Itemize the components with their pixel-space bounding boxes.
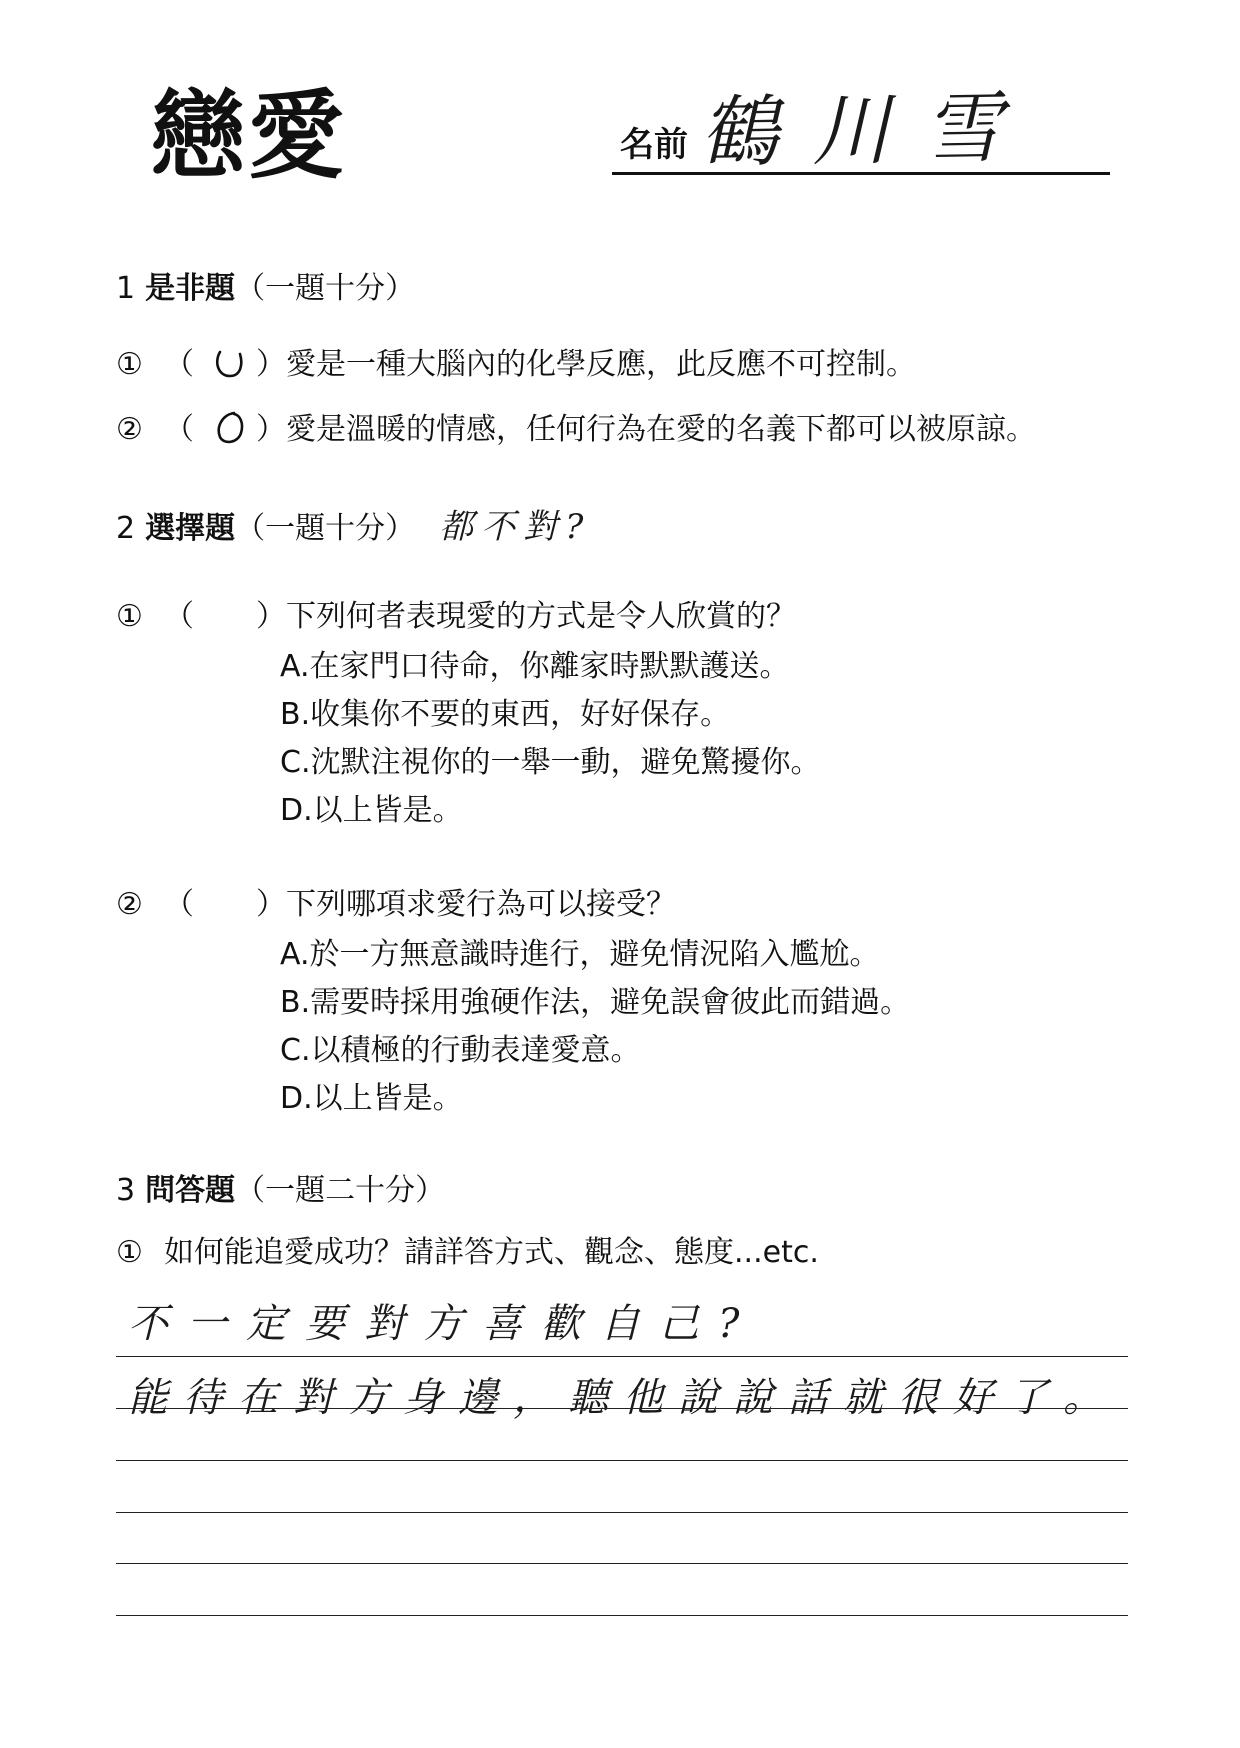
item-text: 愛是一種大腦內的化學反應，此反應不可控制。 (286, 347, 916, 382)
option-a: A.於一方無意識時進行，避免情況陷入尷尬。 (280, 937, 880, 972)
section-points: （一題二十分） (235, 1173, 446, 1208)
answer-ruled-line (116, 1408, 1128, 1409)
worksheet-title: 戀愛 (150, 80, 346, 192)
question-text: 下列何者表現愛的方式是令人欣賞的？ (286, 599, 796, 634)
section-title: 選擇題 (145, 511, 236, 546)
choice-question-1 (116, 599, 796, 634)
answer-ruled-line (116, 1356, 1128, 1357)
answer-ruled-line (116, 1615, 1128, 1616)
answer-blank: （ ） (164, 412, 286, 447)
section-3-heading (116, 1173, 446, 1208)
section-number: 2 (116, 511, 136, 546)
option-d: D.以上皆是。 (280, 1081, 463, 1116)
handwritten-answer-line-2: 能待在對方身邊，聽他說說話就很好了。 (128, 1375, 1118, 1421)
section-2-heading (116, 507, 592, 547)
section-title: 問答題 (145, 1173, 236, 1208)
item-number: ② (116, 412, 143, 447)
true-false-item-2 (116, 412, 1036, 447)
item-number: ② (116, 887, 143, 922)
choice-question-2 (116, 887, 676, 922)
section-number: 3 (116, 1173, 136, 1208)
answer-ruled-line (116, 1460, 1128, 1461)
option-a: A.在家門口待命，你離家時默默護送。 (280, 649, 790, 684)
answer-ruled-line (116, 1512, 1128, 1513)
name-label: 名前 (620, 125, 688, 165)
item-number: ① (116, 1235, 143, 1270)
handwritten-circle-answer (214, 346, 244, 380)
true-false-item-1 (116, 347, 916, 382)
option-b: B.需要時採用強硬作法，避免誤會彼此而錯過。 (280, 985, 911, 1020)
option-c: C.沈默注視你的一舉一動，避免驚擾你。 (280, 745, 821, 780)
answer-blank: （ ） (164, 347, 286, 382)
handwritten-name: 鶴川雪 (699, 83, 1037, 179)
answer-ruled-line (116, 1563, 1128, 1564)
section-points: （一題十分） (235, 511, 416, 546)
item-number: ① (116, 347, 143, 382)
handwritten-note: 都不對? (439, 507, 592, 547)
section-title: 是非題 (145, 271, 236, 306)
option-b: B.收集你不要的東西，好好保存。 (280, 697, 731, 732)
item-number: ① (116, 599, 143, 634)
handwritten-answer-line-1: 不一定要對方喜歡自己? (128, 1301, 759, 1347)
answer-blank: （ ） (164, 599, 286, 634)
name-underline (612, 172, 1110, 175)
essay-question (116, 1235, 819, 1270)
section-1-heading (116, 271, 416, 306)
question-text: 下列哪項求愛行為可以接受？ (286, 887, 676, 922)
item-text: 愛是溫暖的情感，任何行為在愛的名義下都可以被原諒。 (286, 412, 1036, 447)
option-d: D.以上皆是。 (280, 793, 463, 828)
answer-blank: （ ） (164, 887, 286, 922)
section-points: （一題十分） (235, 271, 416, 306)
section-number: 1 (116, 271, 136, 306)
question-text: 如何能追愛成功？請詳答方式、觀念、態度...etc. (164, 1235, 819, 1270)
handwritten-circle-answer (214, 411, 244, 445)
option-c: C.以積極的行動表達愛意。 (280, 1033, 641, 1068)
